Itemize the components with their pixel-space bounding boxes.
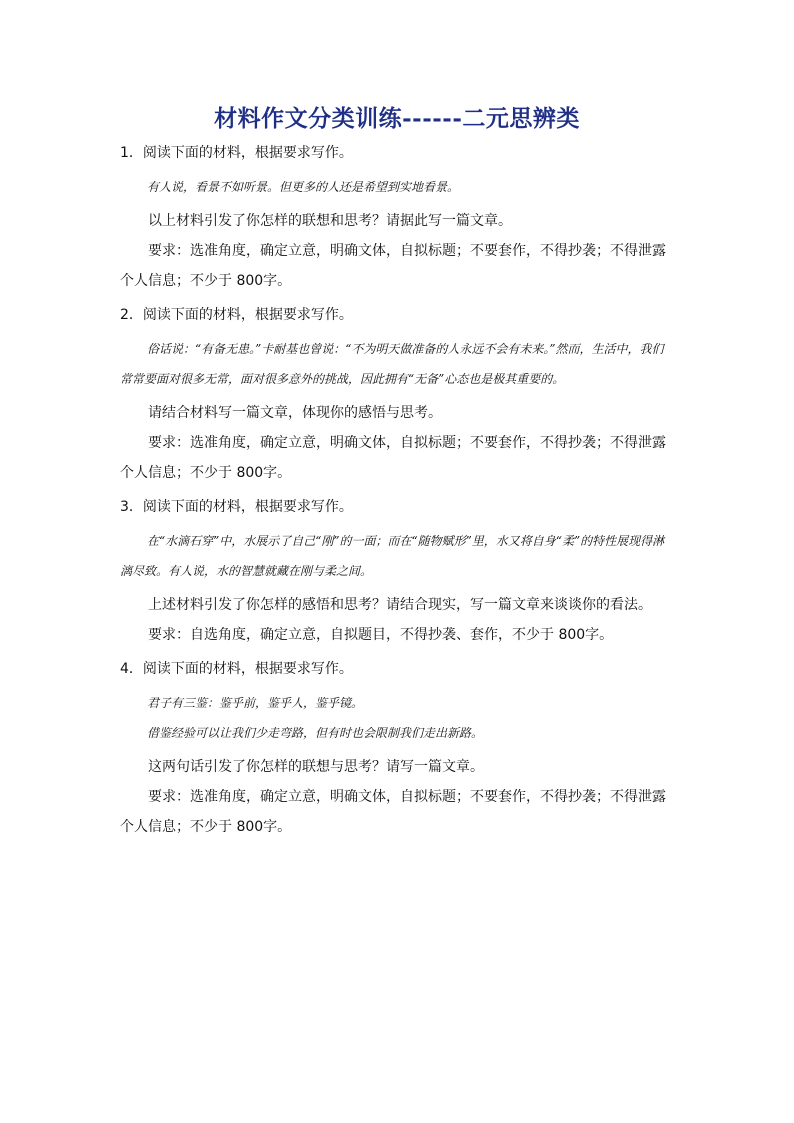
question-1 [120,142,675,296]
question-3-prompt: 上述材料引发了你怎样的感悟和思考？请结合现实，写一篇文章来谈谈你的看法。 [148,597,652,613]
question-2-requirement: 要求：选准角度，确定立意，明确文体，自拟标题；不要套作，不得抄袭；不得泄露个人信息；不少于 800字。 [120,435,666,481]
question-1-material: 有人说，看景不如听景。但更多的人还是希望到实地看景。 [147,180,460,194]
question-4-material-line-2: 借鉴经验可以让我们少走弯路，但有时也会限制我们走出新路。 [147,726,484,740]
question-2-heading: 2．阅读下面的材料，根据要求写作。 [120,307,353,323]
question-3 [120,496,675,650]
document-title: 材料作文分类训练------二元思辨类 [214,105,580,132]
question-2 [120,304,675,488]
question-4-material-line-1: 君子有三鉴：鉴乎前，鉴乎人，鉴乎镜。 [147,696,364,710]
question-4-requirement: 要求：选准角度，确定立意，明确文体，自拟标题；不要套作，不得抄袭；不得泄露个人信息；不少于 800字。 [120,789,666,835]
question-2-material: 俗话说：“有备无患。”卡耐基也曾说：“不为明天做准备的人永远不会有未来。”然而，生活中，我们常常要面对很多无常，面对很多意外的挑战，因此拥有“无备”心态也是极其重要的。 [120,342,664,386]
document-body [120,142,675,842]
question-1-requirement: 要求：选准角度，确定立意，明确文体，自拟标题；不要套作，不得抄袭；不得泄露个人信息；不少于 800字。 [120,243,666,289]
question-1-heading: 1．阅读下面的材料，根据要求写作。 [120,145,353,161]
question-2-prompt: 请结合材料写一篇文章，体现你的感悟与思考。 [148,405,442,421]
question-4-prompt: 这两句话引发了你怎样的联想与思考？请写一篇文章。 [148,759,484,775]
question-3-heading: 3．阅读下面的材料，根据要求写作。 [120,499,353,515]
question-4 [120,658,675,842]
question-3-material: 在“水滴石穿”中，水展示了自己“刚”的一面；而在“随物赋形”里，水又将自身“柔”的特性展现得淋漓尽致。有人说，水的智慧就藏在刚与柔之间。 [120,534,665,578]
question-4-heading: 4．阅读下面的材料，根据要求写作。 [120,661,353,677]
question-3-requirement: 要求：自选角度，确定立意，自拟题目，不得抄袭、套作，不少于 800字。 [148,627,614,643]
question-1-prompt: 以上材料引发了你怎样的联想和思考？请据此写一篇文章。 [148,213,512,229]
